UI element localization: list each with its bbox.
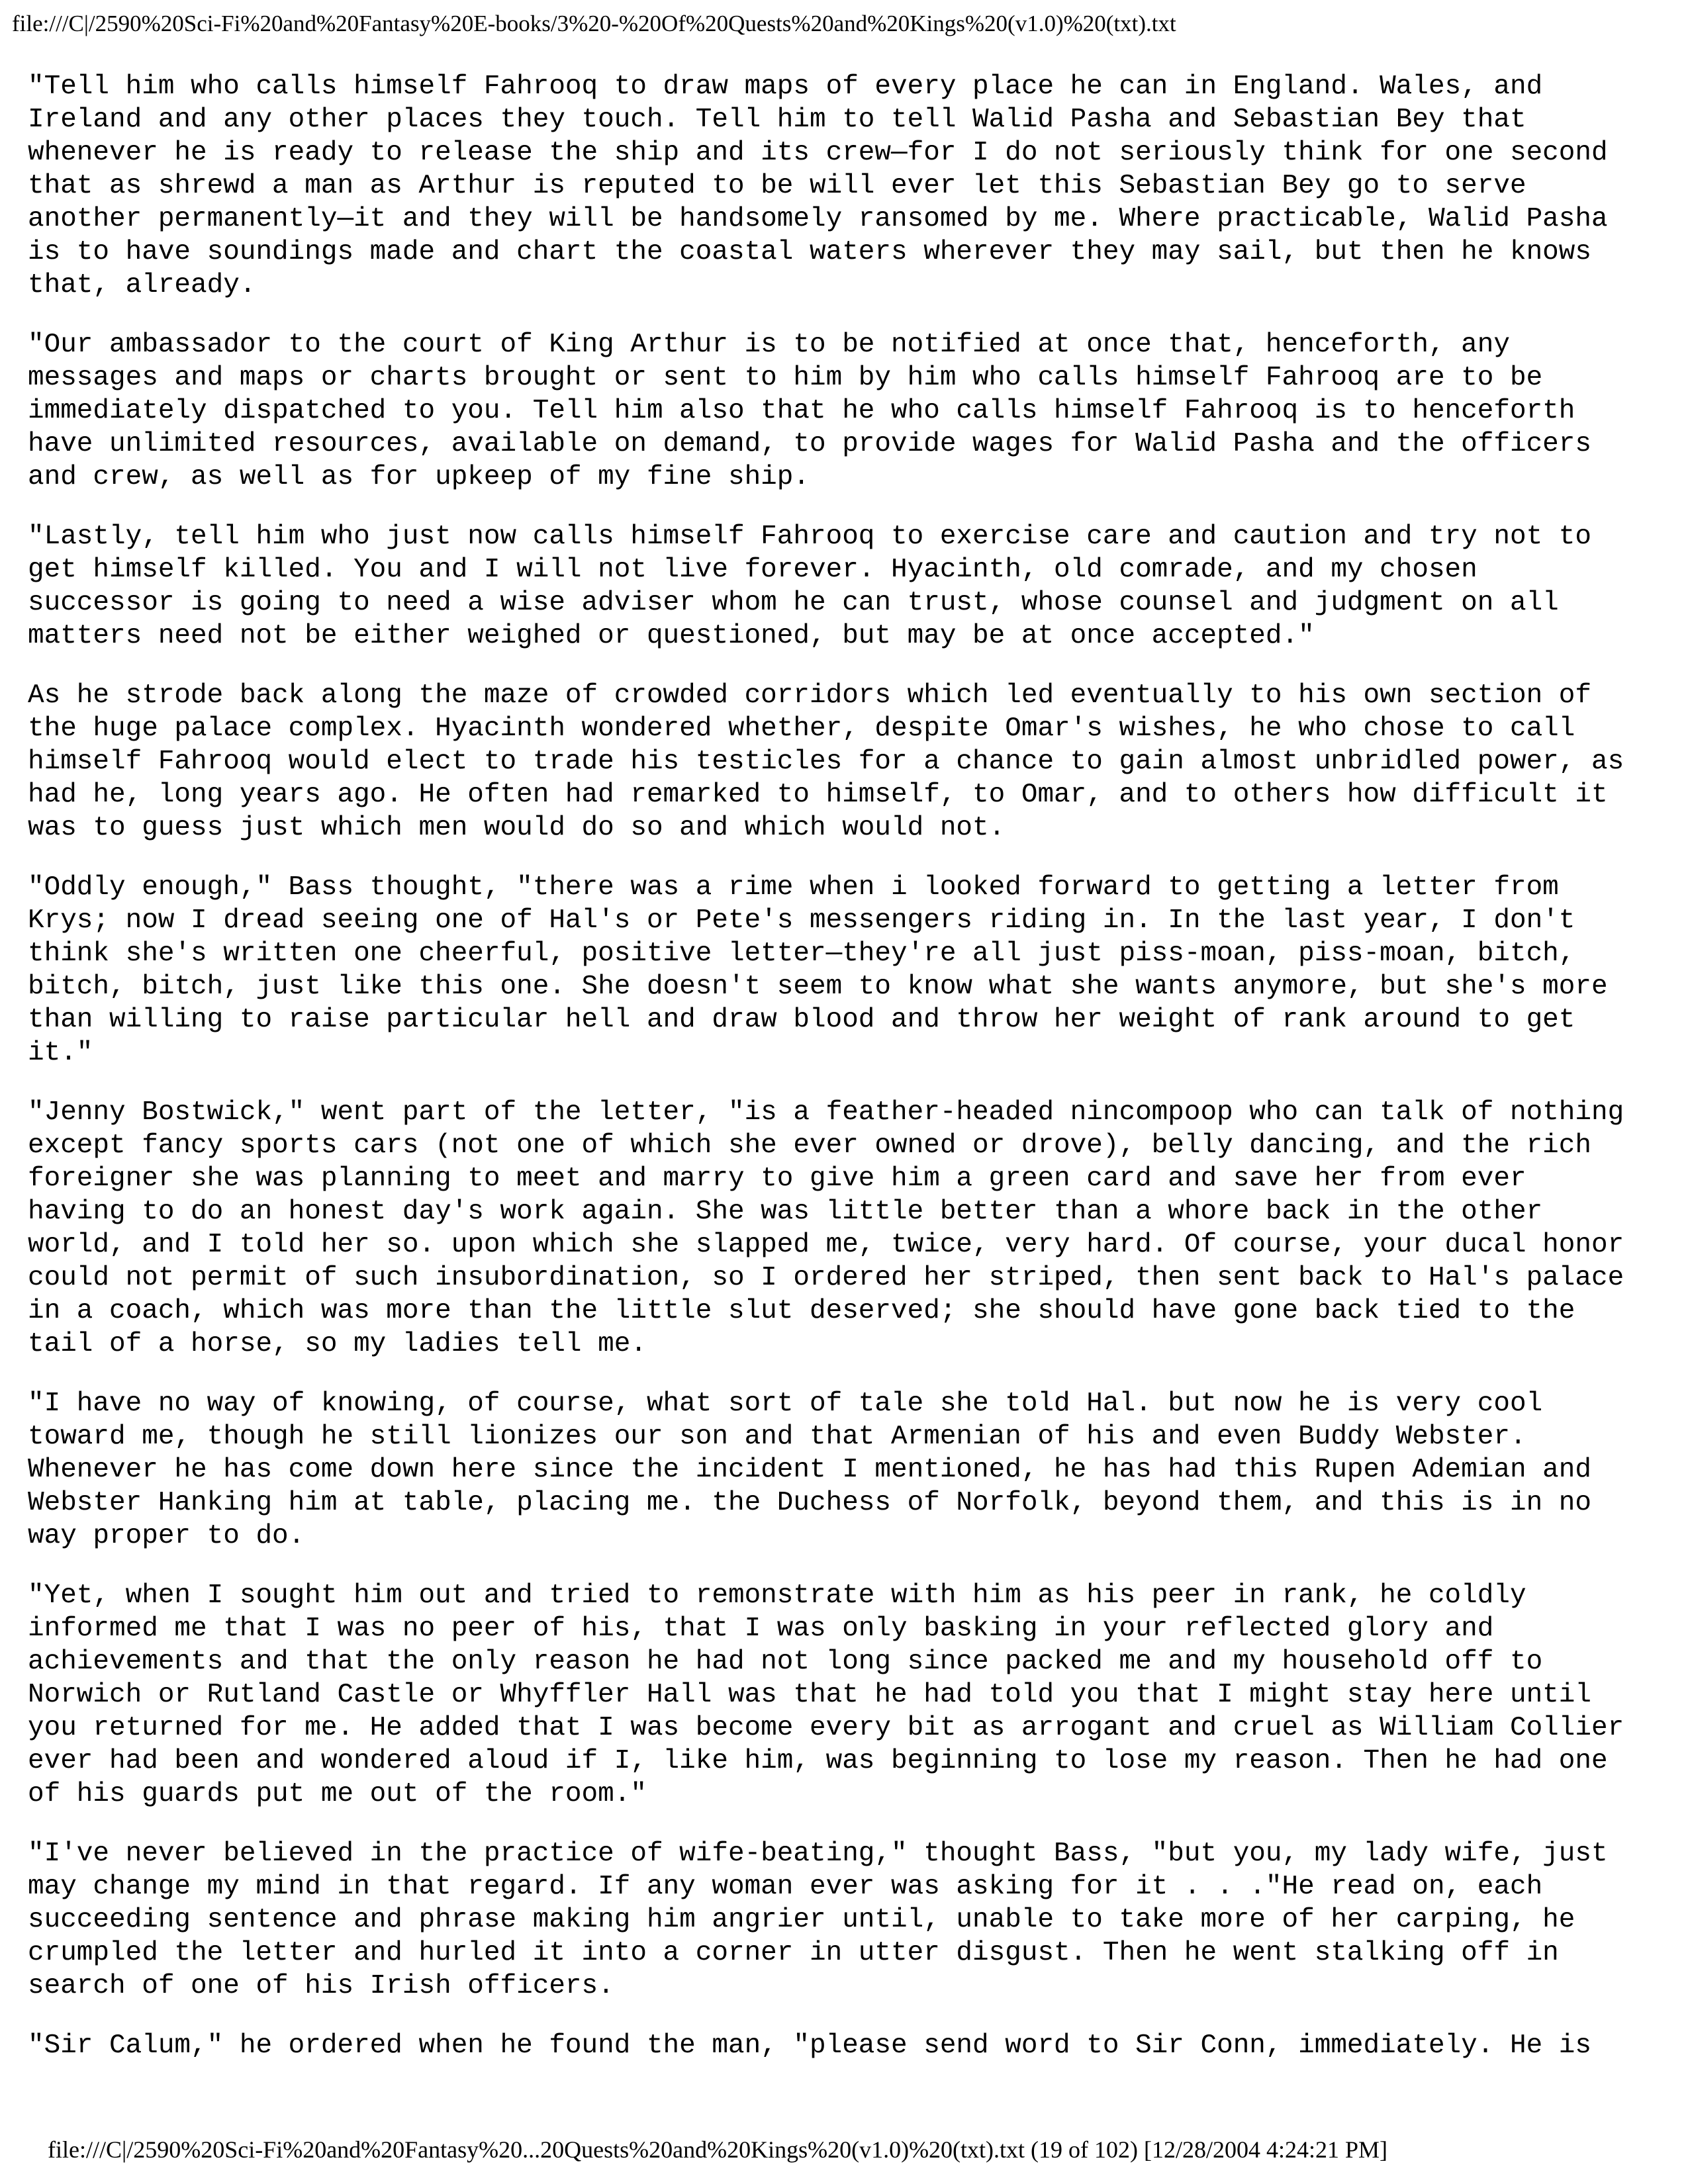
paragraph: "Lastly, tell him who just now calls himself Fahrooq to exercise care and caution and try not to get himself killed. You and I will not live forever. Hyacinth, old comrade, and my chosen successor is going to need a wise adviser whom he can trust, whose counsel and judgment on all matters need not be either weighed or questioned, but may be at once accepted.": [28, 522, 1591, 651]
paragraph: "I've never believed in the practice of wife-beating," thought Bass, "but you, my lady wife, just may change my mind in that regard. If any woman ever was asking for it . . ."He read on, each succeeding sentence and phrase making him angrier until, unable to take more of her carping, he crumpled the letter and hurled it into a corner in utter disgust. Then he went stalking off in search of one of his Irish officers.: [28, 1839, 1608, 2001]
paragraph: "Yet, when I sought him out and tried to remonstrate with him as his peer in rank, he coldly informed me that I was no peer of his, that I was only basking in your reflected glory and achievements and that the only reason he had not long since packed me and my household off to Norwich or Rutland Castle or Whyffler Hall was that he had told you that I might stay here until you returned for me. He added that I was become every bit as arrogant and cruel as William Collier ever had been and wondered aloud if I, like him, was beginning to lose my reason. Then he had one of his guards put me out of the room.": [28, 1580, 1624, 1809]
paragraph: "Sir Calum," he ordered when he found the man, "please send word to Sir Conn, immediately. He is: [28, 2030, 1591, 2061]
paragraph: As he strode back along the maze of crowded corridors which led eventually to his own section of the huge palace complex. Hyacinth wondered whether, despite Omar's wishes, he who chose to call himself Fahrooq would elect to trade his testicles for a chance to gain almost unbridled power, as had he, long years ago. He often had remarked to himself, to Omar, and to others how difficult it was to guess just which men would do so and which would not.: [28, 680, 1624, 843]
document-body: [28, 70, 1669, 2089]
page-footer-url: file:///C|/2590%20Sci-Fi%20and%20Fantasy%20...20Quests%20and%20Kings%20(v1.0)%20(txt).txt (19 of 102) [12/28/2004 4:24:21 PM]: [48, 2136, 1388, 2163]
paragraph: "I have no way of knowing, of course, what sort of tale she told Hal. but now he is very cool toward me, though he still lionizes our son and that Armenian of his and even Buddy Webster. Whenever he has come down here since the incident I mentioned, he has had this Rupen Ademian and Webster Hanking him at table, placing me. the Duchess of Norfolk, beyond them, and this is in no way proper to do.: [28, 1388, 1591, 1551]
paragraph: "Jenny Bostwick," went part of the letter, "is a feather-headed nincompoop who can talk of nothing except fancy sports cars (not one of which she ever owned or drove), belly dancing, and the rich foreigner she was planning to meet and marry to give him a green card and save her from ever having to do an honest day's work again. She was little better than a whore back in the other world, and I told her so. upon which she slapped me, twice, very hard. Of course, your ducal honor could not permit of such insubordination, so I ordered her striped, then sent back to Hal's palace in a coach, which was more than the little slut deserved; she should have gone back tied to the tail of a horse, so my ladies tell me.: [28, 1097, 1624, 1359]
paragraph: "Oddly enough," Bass thought, "there was a rime when i looked forward to getting a letter from Krys; now I dread seeing one of Hal's or Pete's messengers riding in. In the last year, I don't think she's written one cheerful, positive letter—they're all just piss-moan, piss-moan, bitch, bitch, bitch, just like this one. She doesn't seem to know what she wants anymore, but she's more than willing to raise particular hell and draw blood and throw her weight of rank around to get it.": [28, 872, 1608, 1068]
paragraph: "Tell him who calls himself Fahrooq to draw maps of every place he can in England. Wales, and Ireland and any other places they touch. Tell him to tell Walid Pasha and Sebastian Bey that whenever he is ready to release the ship and its crew—for I do not seriously think for one second that as shrewd a man as Arthur is reputed to be will ever let this Sebastian Bey go to serve another permanently—it and they will be handsomely ransomed by me. Where practicable, Walid Pasha is to have soundings made and chart the coastal waters wherever they may sail, but then he knows that, already.: [28, 71, 1608, 300]
page-header-url: file:///C|/2590%20Sci-Fi%20and%20Fantasy%20E-books/3%20-%20Of%20Quests%20and%20Kings%20(v1.0)%20(txt).txt: [12, 11, 1176, 36]
paragraph: "Our ambassador to the court of King Arthur is to be notified at once that, henceforth, any messages and maps or charts brought or sent to him by him who calls himself Fahrooq are to be immediately dispatched to you. Tell him also that he who calls himself Fahrooq is to henceforth have unlimited resources, available on demand, to provide wages for Walid Pasha and the officers and crew, as well as for upkeep of my fine ship.: [28, 330, 1591, 492]
